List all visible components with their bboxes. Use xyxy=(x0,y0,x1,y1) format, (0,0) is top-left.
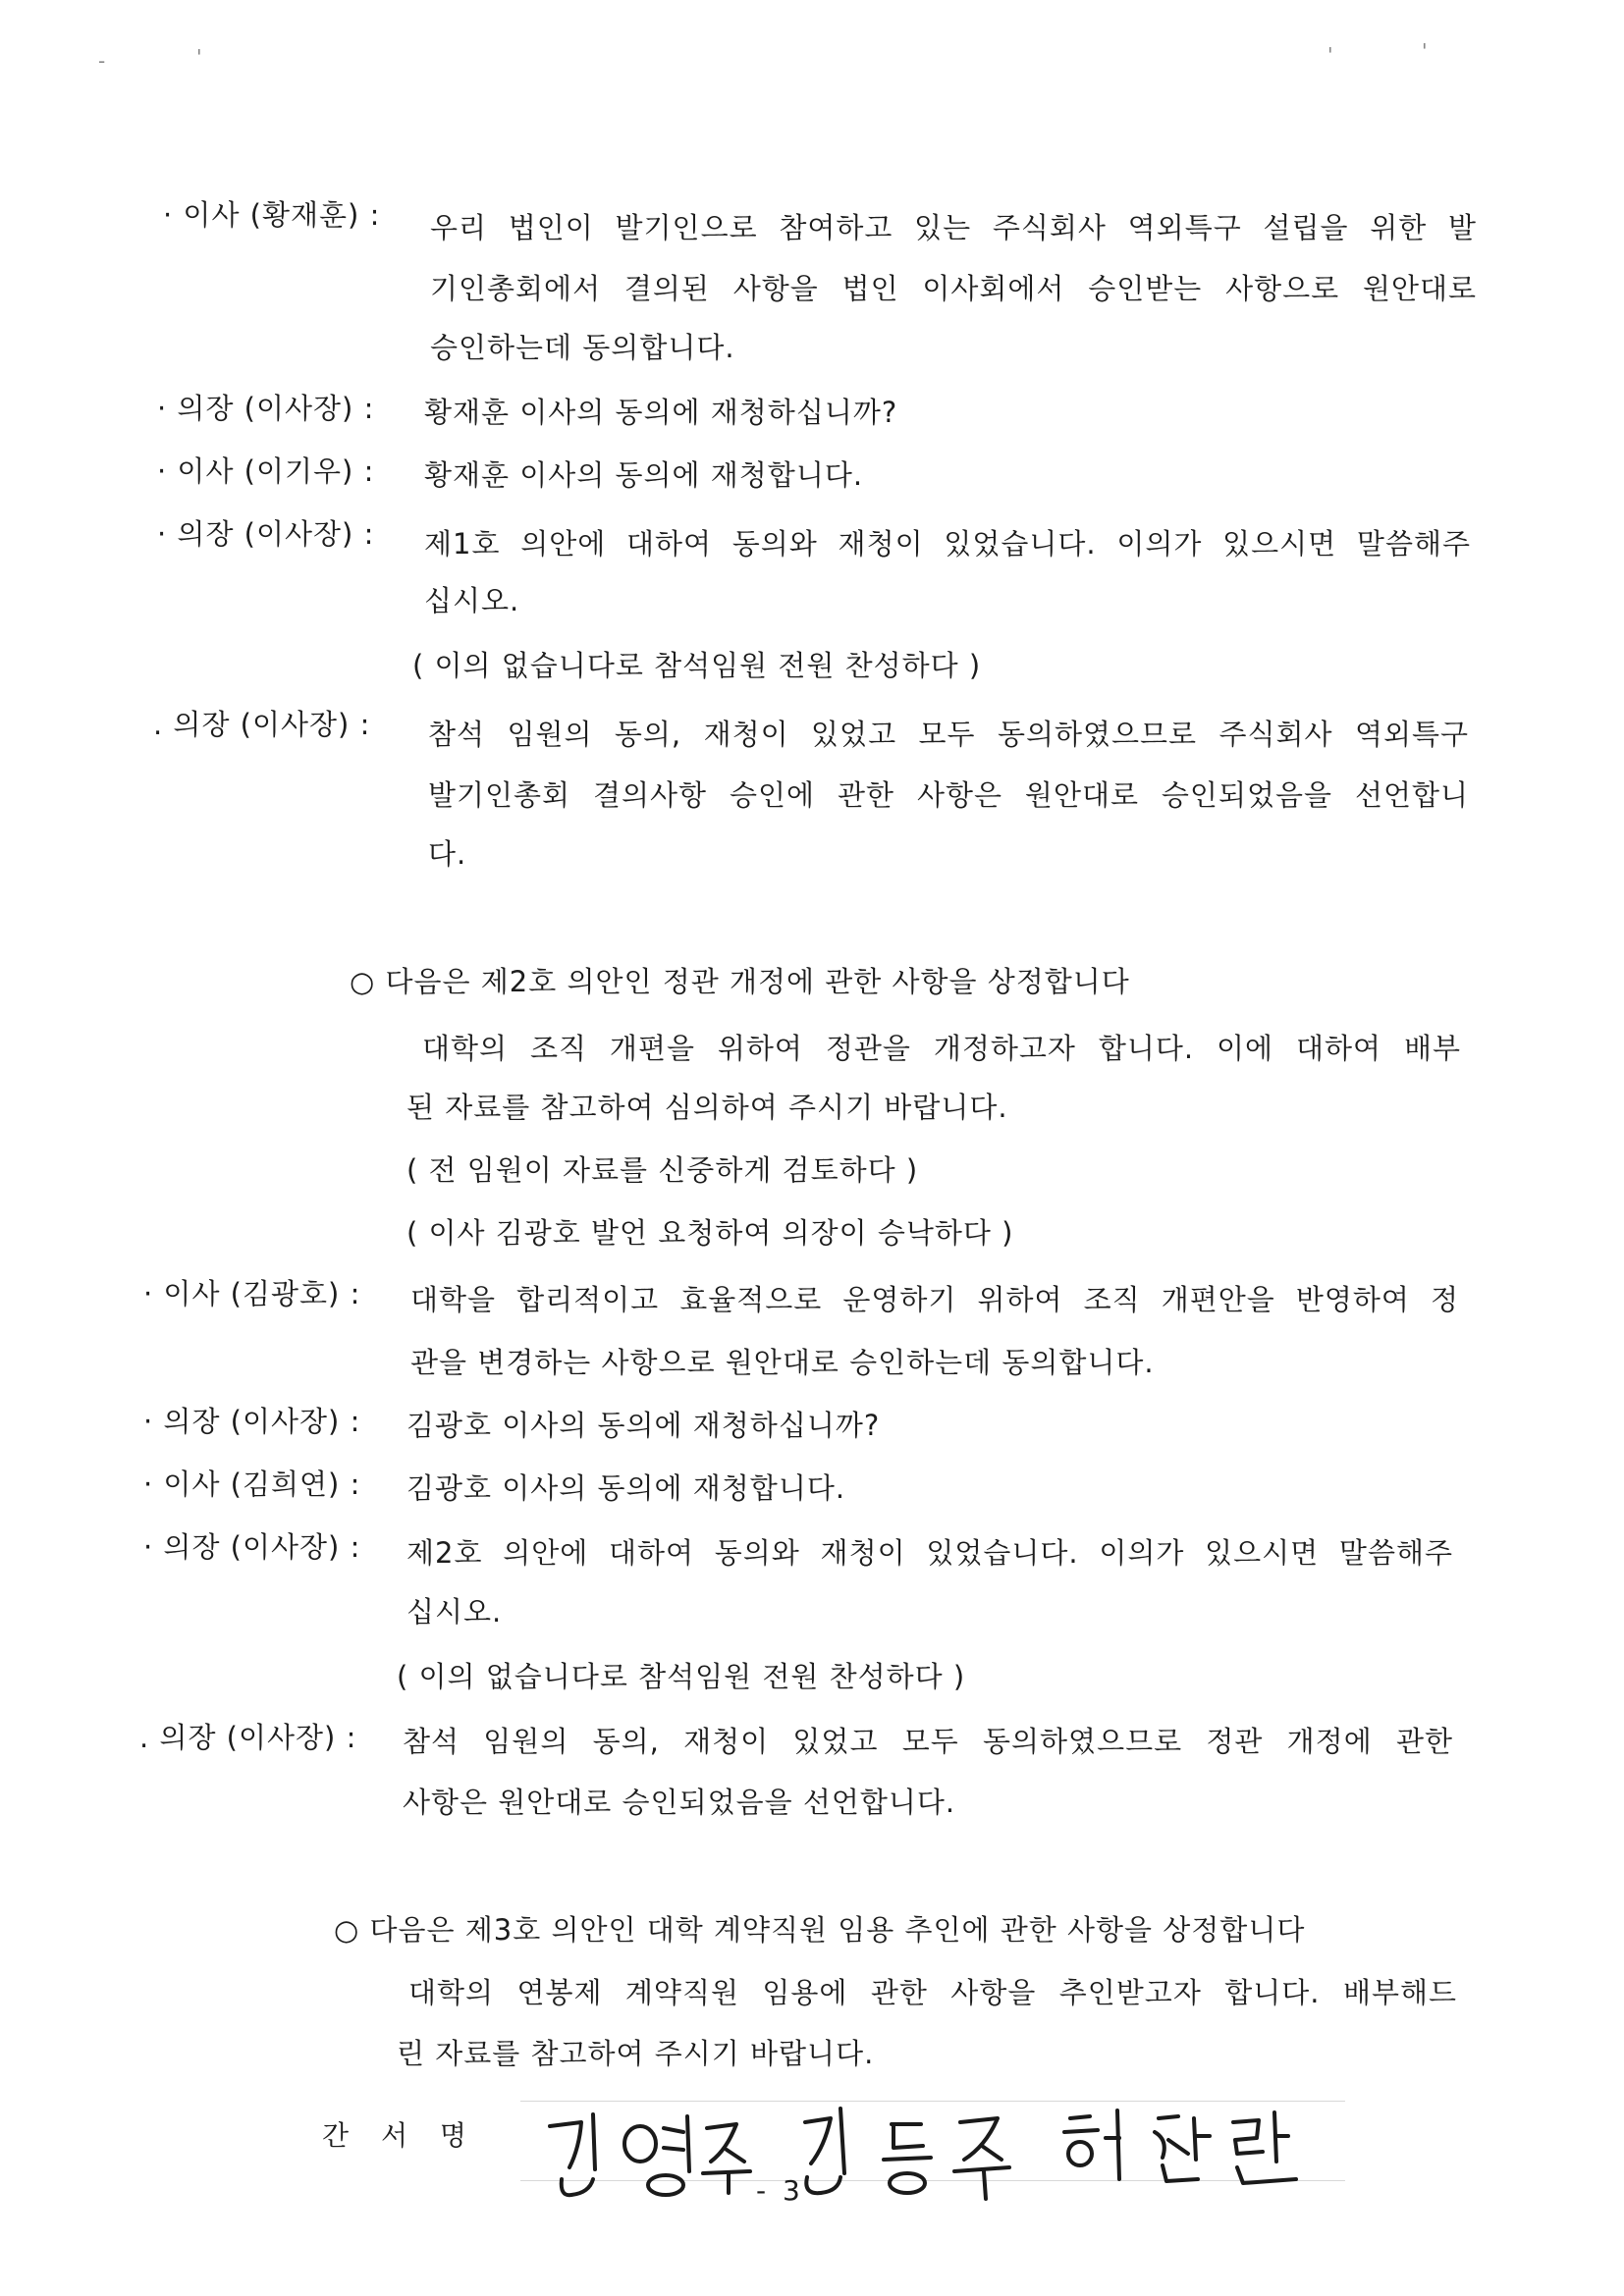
scan-speck: ' xyxy=(196,45,202,69)
speaker-label: · 이사 (이기우) : xyxy=(157,454,375,488)
statement-line: 발기인총회 결의사항 승인에 관한 사항은 원안대로 승인되었음을 선언합니 xyxy=(428,778,1469,812)
speaker-label: · 의장 (이사장) : xyxy=(157,517,375,551)
speaker-label: · 이사 (황재훈) : xyxy=(163,198,381,232)
statement-line: 우리 법인이 발기인으로 참여하고 있는 주식회사 역외특구 설립을 위한 발 xyxy=(430,211,1477,244)
statement-line: 십시오. xyxy=(424,584,520,617)
scan-speck: - xyxy=(98,49,106,73)
agenda-description-line: 된 자료를 참고하여 심의하여 주시기 바랍니다. xyxy=(406,1091,1008,1124)
proceeding-note: ( 이사 김광호 발언 요청하여 의장이 승낙하다 ) xyxy=(406,1216,1014,1250)
agenda-heading: ○ 다음은 제3호 의안인 대학 계약직원 임용 추인에 관한 사항을 상정합니다 xyxy=(334,1913,1306,1947)
proceeding-note: ( 전 임원이 자료를 신중하게 검토하다 ) xyxy=(406,1153,919,1187)
agenda-description-line: 대학의 조직 개편을 위하여 정관을 개정하고자 합니다. 이에 대하여 배부 xyxy=(422,1032,1461,1065)
speaker-label: . 의장 (이사장) : xyxy=(139,1721,357,1754)
statement-line: 참석 임원의 동의, 재청이 있었고 모두 동의하였으므로 주식회사 역외특구 xyxy=(428,718,1469,751)
speaker-label: · 이사 (김희연) : xyxy=(143,1468,361,1501)
statement-line: 십시오. xyxy=(406,1595,503,1629)
proceeding-note: ( 이의 없습니다로 참석임원 전원 찬성하다 ) xyxy=(397,1660,966,1693)
statement-line: 기인총회에서 결의된 사항을 법인 이사회에서 승인받는 사항으로 원안대로 xyxy=(430,272,1477,305)
proceeding-note: ( 이의 없습니다로 참석임원 전원 찬성하다 ) xyxy=(412,649,982,682)
statement-line: 승인하는데 동의합니다. xyxy=(430,331,735,364)
statement-line: 김광호 이사의 동의에 재청합니다. xyxy=(406,1471,846,1505)
agenda-description-line: 린 자료를 참고하여 주시기 바랍니다. xyxy=(397,2037,875,2070)
statement-line: 사항은 원안대로 승인되었음을 선언합니다. xyxy=(403,1786,956,1819)
agenda-description-line: 대학의 연봉제 계약직원 임용에 관한 사항을 추인받고자 합니다. 배부해드 xyxy=(408,1976,1457,2009)
speaker-label: · 의장 (이사장) : xyxy=(157,392,375,425)
statement-line: 황재훈 이사의 동의에 재청하십니까? xyxy=(424,396,898,429)
handwritten-signatures xyxy=(511,2089,1355,2207)
scan-speck: ' xyxy=(1422,39,1428,63)
speaker-label: · 이사 (김광호) : xyxy=(143,1277,361,1310)
signature-label: 간 서 명 xyxy=(322,2119,478,2152)
agenda-heading: ○ 다음은 제2호 의안인 정관 개정에 관한 사항을 상정합니다 xyxy=(350,965,1130,998)
statement-line: 제2호 의안에 대하여 동의와 재청이 있었습니다. 이의가 있으시면 말씀해주 xyxy=(406,1536,1453,1570)
page-number: - 3 - xyxy=(756,2174,831,2207)
speaker-label: . 의장 (이사장) : xyxy=(153,708,371,741)
statement-line: 김광호 이사의 동의에 재청하십니까? xyxy=(406,1409,881,1442)
statement-line: 대학을 합리적이고 효율적으로 운영하기 위하여 조직 개편안을 반영하여 정 xyxy=(410,1283,1459,1316)
statement-line: 황재훈 이사의 동의에 재청합니다. xyxy=(424,458,864,492)
scan-speck: ' xyxy=(1327,43,1333,67)
speaker-label: · 의장 (이사장) : xyxy=(143,1405,361,1438)
statement-line: 제1호 의안에 대하여 동의와 재청이 있었습니다. 이의가 있으시면 말씀해주 xyxy=(424,527,1471,561)
statement-line: 참석 임원의 동의, 재청이 있었고 모두 동의하였으므로 정관 개정에 관한 xyxy=(403,1725,1453,1758)
statement-line: 다. xyxy=(428,837,467,871)
speaker-label: · 의장 (이사장) : xyxy=(143,1530,361,1564)
statement-line: 관을 변경하는 사항으로 원안대로 승인하는데 동의합니다. xyxy=(410,1346,1155,1379)
